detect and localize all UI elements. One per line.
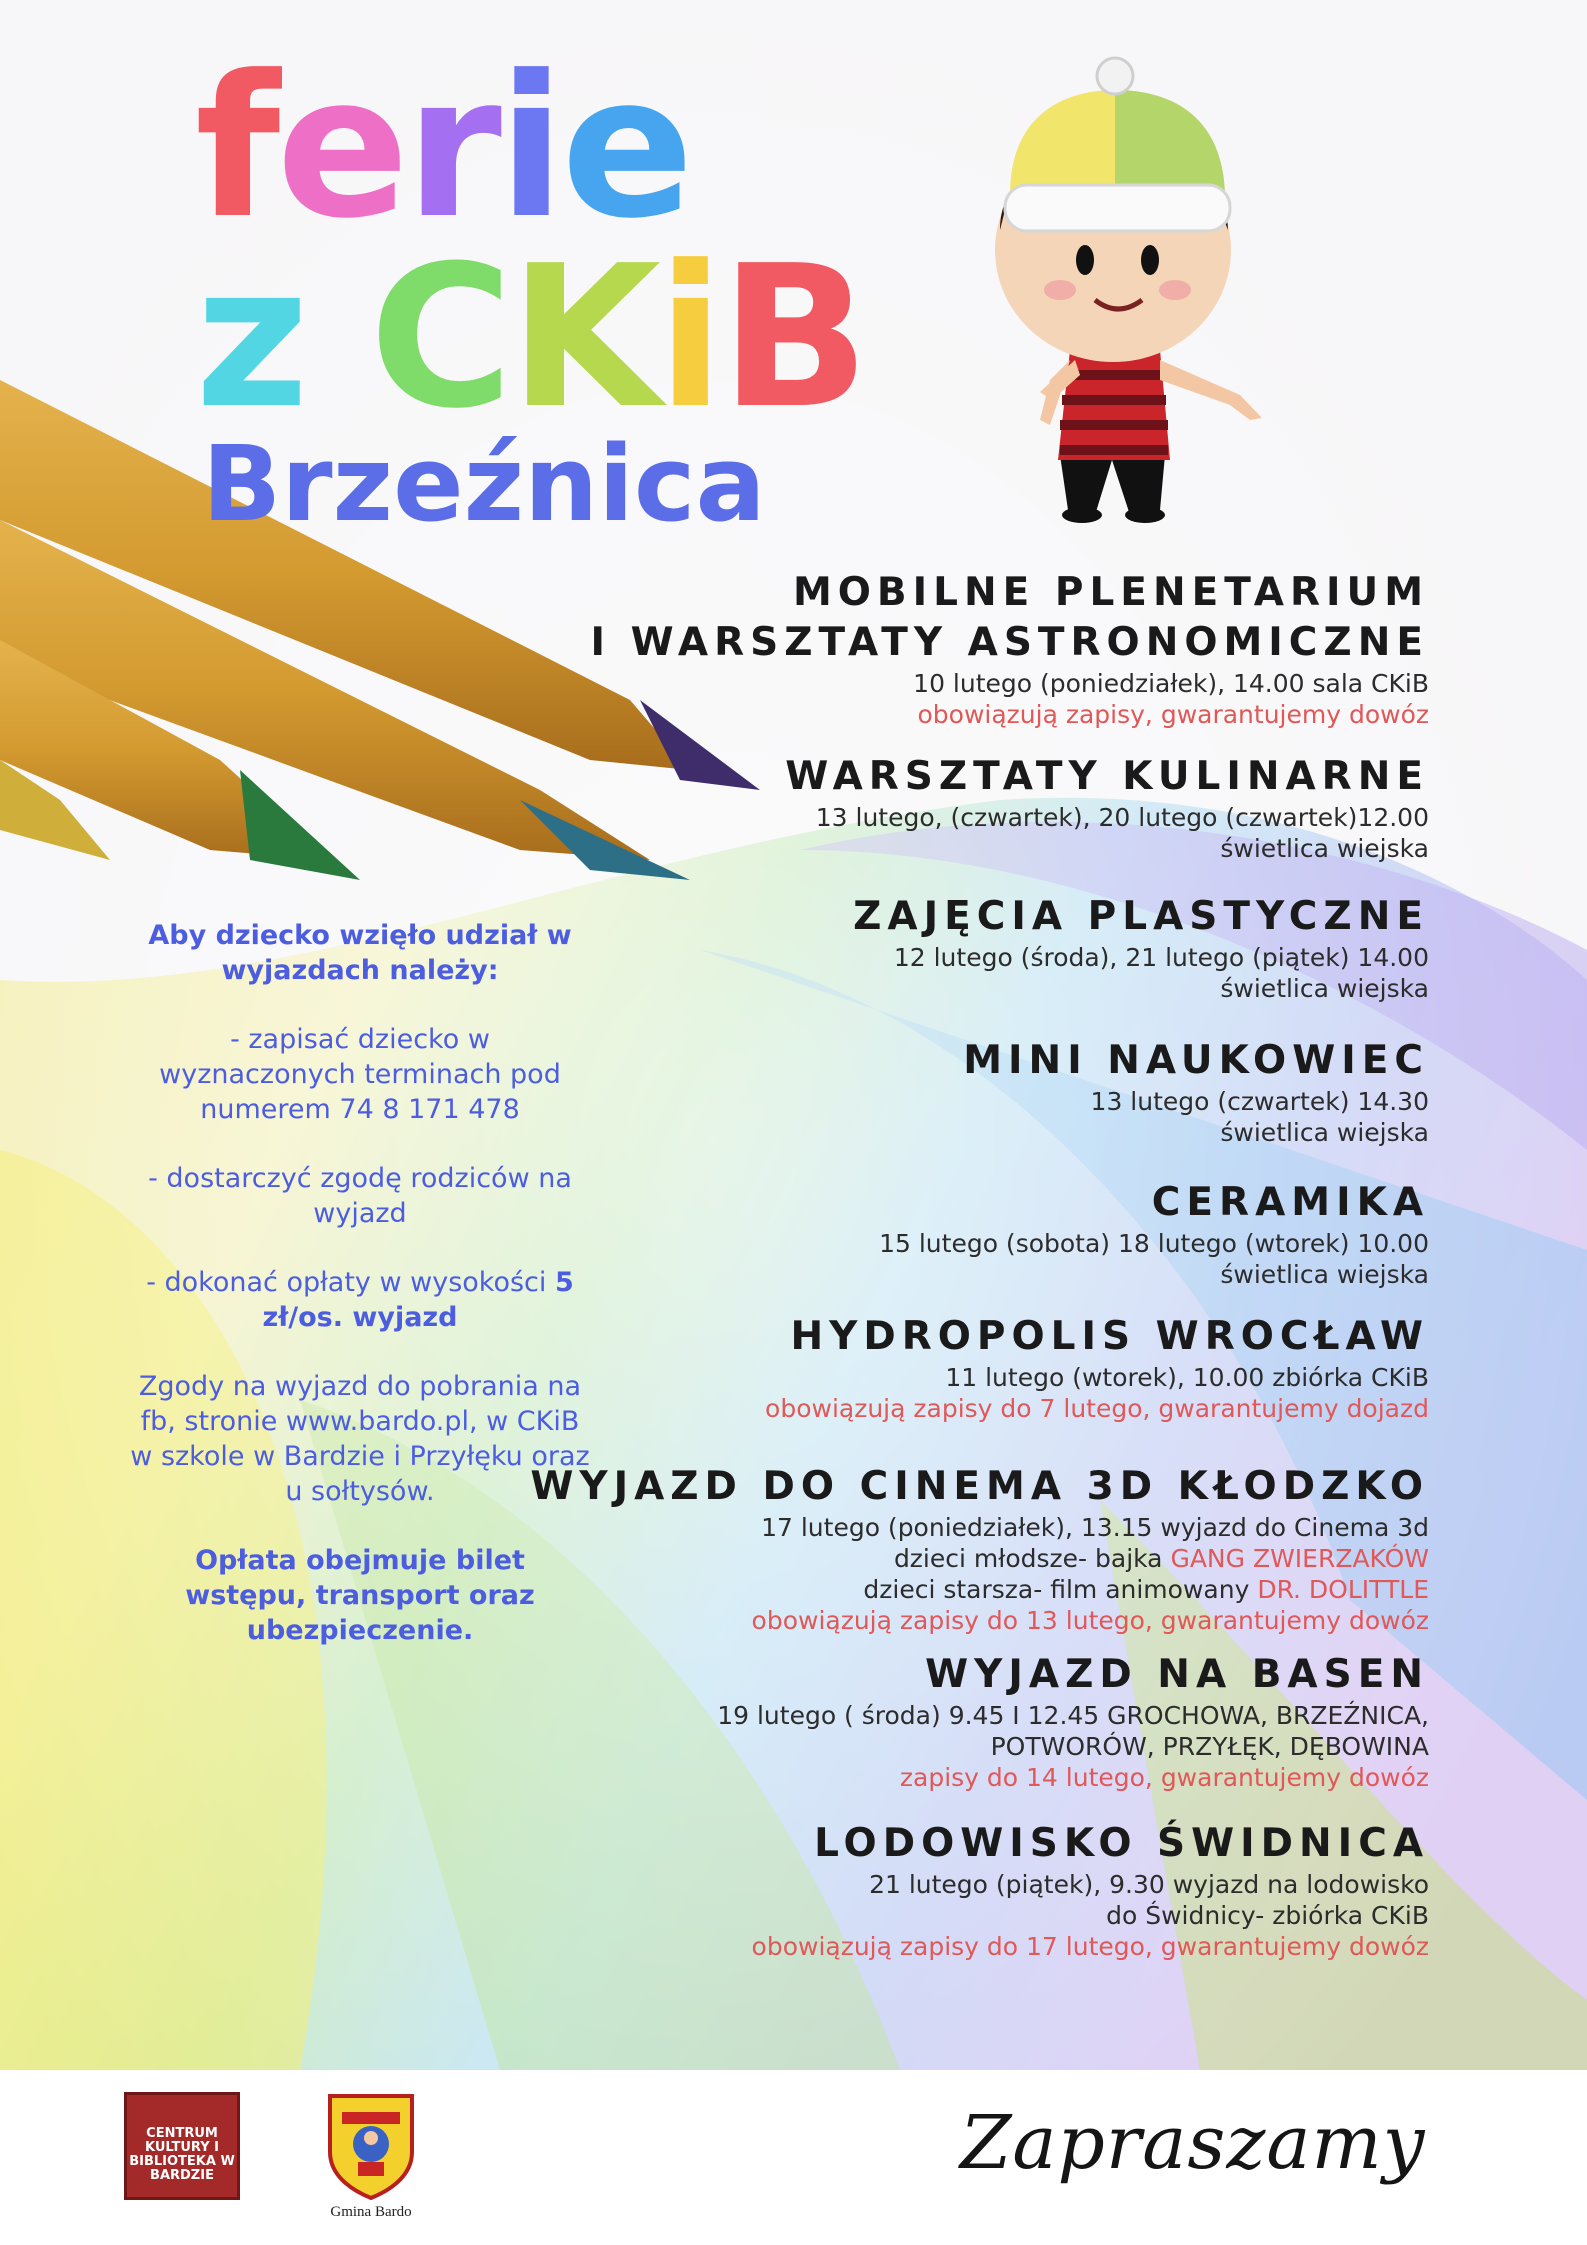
event-title: HYDROPOLIS WROCŁAW bbox=[790, 1314, 1429, 1359]
title-letter: r bbox=[405, 34, 498, 262]
event-title: MOBILNE PLENETARIUM bbox=[792, 570, 1429, 615]
info-heading: Aby dziecko wzięło udział w wyjazdach należy: bbox=[148, 920, 572, 986]
event-title: ZAJĘCIA PLASTYCZNE bbox=[853, 894, 1429, 939]
event-planetarium bbox=[429, 568, 1429, 730]
ckib-logo-text: CENTRUM KULTURY I BIBLIOTEKA W BARDZIE bbox=[129, 2126, 235, 2183]
event-detail: 21 lutego (piątek), 9.30 wyjazd na lodowisko bbox=[869, 1870, 1429, 1899]
event-note: obowiązują zapisy do 7 lutego, gwarantujemy dojazd bbox=[765, 1394, 1429, 1423]
invite-text: Zapraszamy bbox=[960, 2100, 1426, 2186]
title-line-2 bbox=[195, 224, 866, 452]
event-detail-2: do Świdnicy- zbiórka CKiB bbox=[1106, 1901, 1429, 1930]
event-location: świetlica wiejska bbox=[1220, 974, 1429, 1003]
subtitle-location: Brzeźnica bbox=[202, 423, 766, 545]
event-title: WYJAZD NA BASEN bbox=[925, 1652, 1429, 1697]
fee-amount: 5 zł/os. wyjazd bbox=[262, 1267, 574, 1333]
info-step-fee bbox=[130, 1265, 590, 1335]
event-detail: 11 lutego (wtorek), 10.00 zbiórka CKiB bbox=[945, 1363, 1429, 1392]
event-title: LODOWISKO ŚWIDNICA bbox=[814, 1821, 1429, 1866]
event-detail: 10 lutego (poniedziałek), 14.00 sala CKiB bbox=[913, 669, 1429, 698]
fee-text: - dokonać opłaty w wysokości bbox=[146, 1267, 555, 1298]
title-letter: K bbox=[509, 224, 658, 452]
event-note: obowiązują zapisy, gwarantujemy dowóz bbox=[917, 700, 1429, 729]
title-line-1 bbox=[195, 34, 691, 262]
event-location: świetlica wiejska bbox=[1220, 1118, 1429, 1147]
title-letter: B bbox=[720, 224, 866, 452]
event-cooking bbox=[429, 752, 1429, 864]
participation-info bbox=[130, 918, 590, 1682]
event-title: MINI NAUKOWIEC bbox=[963, 1038, 1429, 1083]
event-detail: 13 lutego (czwartek) 14.30 bbox=[1090, 1087, 1429, 1116]
title-letter: i bbox=[657, 224, 721, 452]
event-title-line2: I WARSZTATY ASTRONOMICZNE bbox=[590, 620, 1429, 665]
info-fee-includes: Opłata obejmuje bilet wstępu, transport oraz ubezpieczenie. bbox=[185, 1545, 535, 1646]
event-detail: 19 lutego ( środa) 9.45 I 12.45 GROCHOWA, BRZEŹNICA, bbox=[717, 1701, 1429, 1730]
event-note: obowiązują zapisy do 13 lutego, gwarantujemy dowóz bbox=[751, 1606, 1429, 1635]
event-detail: 13 lutego, (czwartek), 20 lutego (czwartek)12.00 bbox=[815, 803, 1429, 832]
info-step-register: - zapisać dziecko w wyznaczonych terminach pod numerem 74 8 171 478 bbox=[159, 1024, 561, 1125]
gmina-label: Gmina Bardo bbox=[330, 2204, 412, 2220]
young-film: GANG ZWIERZAKÓW bbox=[1170, 1544, 1429, 1573]
event-note: zapisy do 14 lutego, gwarantujemy dowóz bbox=[899, 1763, 1429, 1792]
event-detail-2: POTWORÓW, PRZYŁĘK, DĘBOWINA bbox=[990, 1732, 1429, 1761]
event-title: WYJAZD DO CINEMA 3D KŁODZKO bbox=[530, 1464, 1429, 1509]
event-detail: 12 lutego (środa), 21 lutego (piątek) 14.00 bbox=[893, 943, 1429, 972]
title-letter: f bbox=[195, 34, 277, 262]
event-location: świetlica wiejska bbox=[1220, 1260, 1429, 1289]
title-letter: z bbox=[195, 224, 306, 452]
title-letter: e bbox=[276, 34, 406, 262]
event-title: CERAMIKA bbox=[1151, 1180, 1429, 1225]
young-text: dzieci młodsze- bajka bbox=[893, 1544, 1171, 1573]
old-film: DR. DOLITTLE bbox=[1257, 1575, 1429, 1604]
gmina-bardo-crest-icon bbox=[326, 2092, 416, 2200]
event-detail: 15 lutego (sobota) 18 lutego (wtorek) 10.00 bbox=[879, 1229, 1429, 1258]
event-ice-rink bbox=[429, 1819, 1429, 1962]
event-location: świetlica wiejska bbox=[1220, 834, 1429, 863]
old-text: dzieci starsza- film animowany bbox=[863, 1575, 1258, 1604]
title-letter: C bbox=[369, 224, 510, 452]
event-title: WARSZTATY KULINARNE bbox=[785, 754, 1429, 799]
title-letter: e bbox=[561, 34, 691, 262]
info-step-consent: - dostarczyć zgodę rodziców na wyjazd bbox=[148, 1163, 572, 1229]
info-consent-download: Zgody na wyjazd do pobrania na fb, stronie www.bardo.pl, w CKiB w szkole w Bardzie i Przyłęku oraz u sołtysów. bbox=[130, 1371, 590, 1507]
title-letter: i bbox=[497, 34, 562, 262]
title-letter bbox=[305, 224, 369, 452]
ckib-logo bbox=[124, 2092, 240, 2200]
event-detail: 17 lutego (poniedziałek), 13.15 wyjazd do Cinema 3d bbox=[761, 1513, 1429, 1542]
event-note: obowiązują zapisy do 17 lutego, gwarantujemy dowóz bbox=[751, 1932, 1429, 1961]
